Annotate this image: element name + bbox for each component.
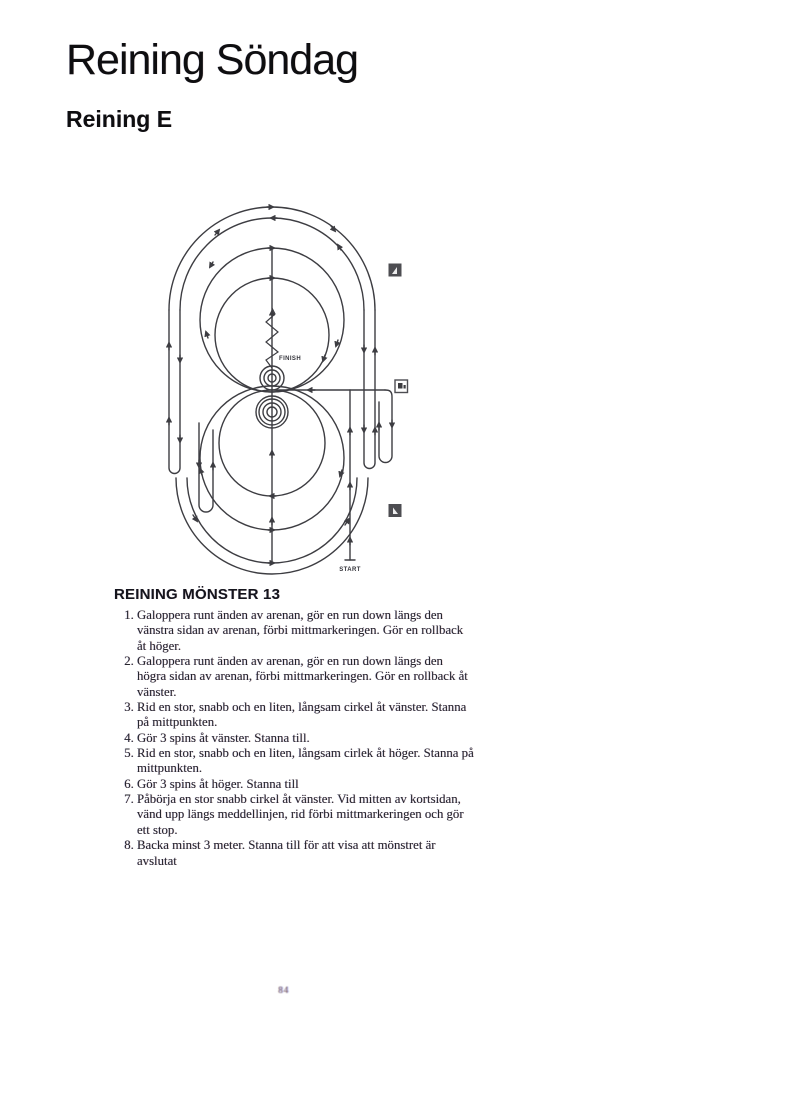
pattern-item: 1. Galoppera runt änden av arenan, gör en run down längs den vänstra sidan av arenan, förbi mittmarkeringen. Gör en rollback åt höger. [137, 608, 475, 654]
pattern-item: 8. Backa minst 3 meter. Stanna till för att visa att mönstret är avslutat [137, 838, 475, 869]
pattern-item: 7. Påbörja en stor snabb cirkel åt vänster. Vid mitten av kortsidan, vänd upp längs meddellinjen, rid förbi mittmarkeringen och gör ett stop. [137, 792, 475, 838]
page-subtitle: Reining E [66, 106, 173, 132]
page-title: Reining Söndag [66, 36, 359, 84]
arena-marker-icon [389, 264, 402, 277]
pattern-svg [155, 190, 415, 582]
pattern-heading: REINING MÖNSTER 13 [114, 586, 281, 603]
reining-pattern-diagram [155, 190, 415, 582]
pattern-item: 4. Gör 3 spins åt vänster. Stanna till. [137, 731, 475, 746]
arena-marker-icon [389, 504, 402, 517]
arena-marker-icon [395, 380, 408, 393]
pattern-section [114, 586, 474, 869]
finish-label: FINISH [279, 356, 302, 362]
pattern-item: 6. Gör 3 spins åt höger. Stanna till [137, 777, 475, 792]
pattern-list [114, 608, 475, 869]
pattern-item: 5. Rid en stor, snabb och en liten, långsam cirlek åt höger. Stanna på mittpunkten. [137, 746, 475, 777]
page-number: 84 [278, 985, 289, 995]
start-label: START [339, 567, 361, 573]
pattern-item: 3. Rid en stor, snabb och en liten, långsam cirkel åt vänster. Stanna på mittpunkten. [137, 700, 475, 731]
pattern-item: 2. Galoppera runt änden av arenan, gör en run down längs den högra sidan av arenan, förbi mittmarkeringen. Gör en rollback åt vänster. [137, 654, 475, 700]
